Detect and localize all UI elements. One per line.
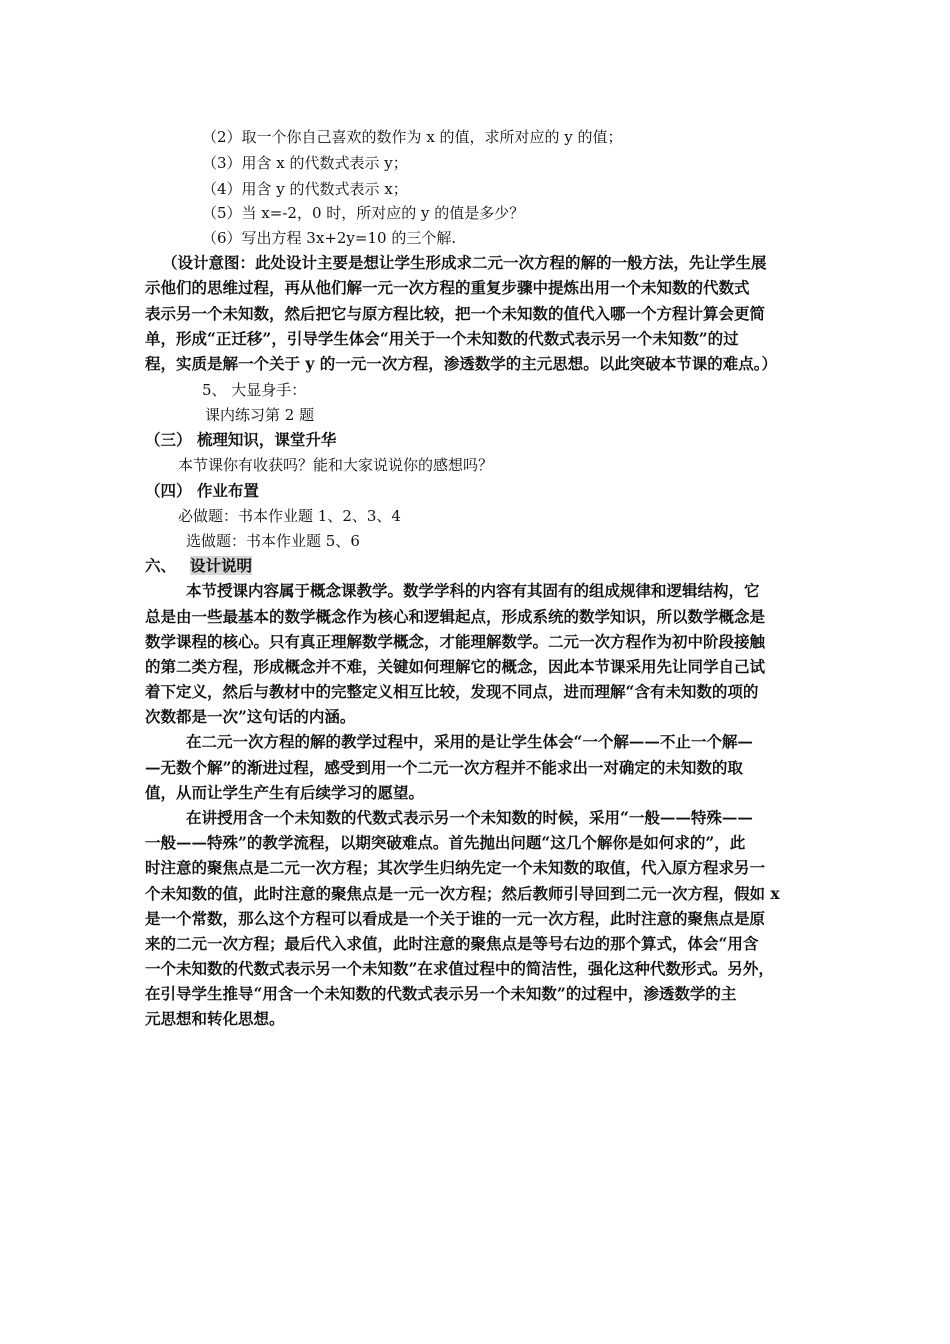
design-intent-line: 示他们的思维过程，再从他们解一元一次方程的重复步骤中提炼出用一个未知数的代数式 <box>145 278 750 297</box>
paragraph1-line: 总是由一些最基本的数学概念作为核心和逻辑起点，形成系统的数学知识，所以数学概念是 <box>145 607 766 626</box>
section6-title <box>190 556 252 576</box>
paragraph3-line: 时注意的聚焦点是二元一次方程；其次学生归纳先定一个未知数的取值，代入原方程求另一 <box>145 858 766 877</box>
homework-required: 必做题：书本作业题 1、2、3、4 <box>178 507 401 525</box>
paragraph3-line: 个未知数的值，此时注意的聚焦点是一元一次方程；然后教师引导回到二元一次方程，假如 x <box>145 884 780 903</box>
section4-heading: （四） 作业布置 <box>145 481 259 500</box>
paragraph3-line: 一般——特殊”的教学流程，以期突破难点。首先抛出问题“这几个解你是如何求的”，此 <box>145 833 746 852</box>
homework-optional: 选做题：书本作业题 5、6 <box>186 532 360 550</box>
paragraph3-line: 来的二元一次方程；最后代入求值，此时注意的聚焦点是等号右边的那个算式，体会“用含 <box>145 934 759 953</box>
question-6: （6）写出方程 3x+2y=10 的三个解. <box>202 229 457 247</box>
paragraph1-line: 数学课程的核心。只有真正理解数学概念，才能理解数学。二元一次方程作为初中阶段接触 <box>145 632 766 651</box>
question-5: （5）当 x=-2，0 时，所对应的 y 的值是多少？ <box>202 204 525 222</box>
section6-title-text: 设计说明 <box>190 556 253 575</box>
paragraph1-line: 次数都是一次”这句话的内涵。 <box>145 707 356 726</box>
paragraph1-line: 本节授课内容属于概念课教学。数学学科的内容有其固有的组成规律和逻辑结构，它 <box>186 581 760 600</box>
paragraph3-line: 元思想和转化思想。 <box>145 1009 285 1028</box>
paragraph1-line: 着下定义，然后与教材中的完整定义相互比较，发现不同点，进而理解“含有未知数的项的 <box>145 682 759 701</box>
section6-number: 六、 <box>145 556 177 575</box>
paragraph2-line: 在二元一次方程的解的教学过程中，采用的是让学生体会“一个解——不止一个解— <box>186 732 753 751</box>
paragraph3-line: 在讲授用含一个未知数的代数式表示另一个未知数的时候，采用“一般——特殊—— <box>186 808 753 827</box>
paragraph1-line: 的第二类方程，形成概念并不难，关键如何理解它的概念，因此本节课采用先让同学自己试 <box>145 657 766 676</box>
section3-content: 本节课你有收获吗？能和大家说说你的感想吗？ <box>178 456 494 474</box>
paragraph3-line: 一个未知数的代数式表示另一个未知数”在求值过程中的简洁性，强化这种代数形式。另外， <box>145 959 774 978</box>
design-intent-line: 程，实质是解一个关于 y 的一元一次方程，渗透数学的主元思想。以此突破本节课的难点。） <box>145 354 778 373</box>
question-2: （2）取一个你自己喜欢的数作为 x 的值，求所对应的 y 的值； <box>202 128 623 146</box>
section3-heading: （三） 梳理知识，课堂升华 <box>145 430 337 449</box>
paragraph3-line: 在引导学生推导“用含一个未知数的代数式表示另一个未知数”的过程中，渗透数学的主 <box>145 984 737 1003</box>
question-4: （4）用含 y 的代数式表示 x； <box>202 180 408 198</box>
paragraph3-line: 是一个常数，那么这个方程可以看成是一个关于谁的一元一次方程，此时注意的聚焦点是原 <box>145 909 766 928</box>
design-intent-line: 单，形成“正迁移”，引导学生体会“用关于一个未知数的代数式表示另一个未知数”的过 <box>145 329 739 348</box>
step5-content: 课内练习第 2 题 <box>205 406 315 424</box>
design-intent-line: （设计意图：此处设计主要是想让学生形成求二元一次方程的解的一般方法，先让学生展 <box>162 253 767 272</box>
step5-title: 5、 大显身手： <box>202 381 307 399</box>
question-3: （3）用含 x 的代数式表示 y； <box>202 154 408 172</box>
paragraph2-line: —无数个解”的渐进过程，感受到用一个二元一次方程并不能求出一对确定的未知数的取 <box>145 758 743 777</box>
design-intent-line: 表示另一个未知数，然后把它与原方程比较，把一个未知数的值代入哪一个方程计算会更简 <box>145 304 766 323</box>
paragraph2-line: 值，从而让学生产生有后续学习的愿望。 <box>145 783 425 802</box>
